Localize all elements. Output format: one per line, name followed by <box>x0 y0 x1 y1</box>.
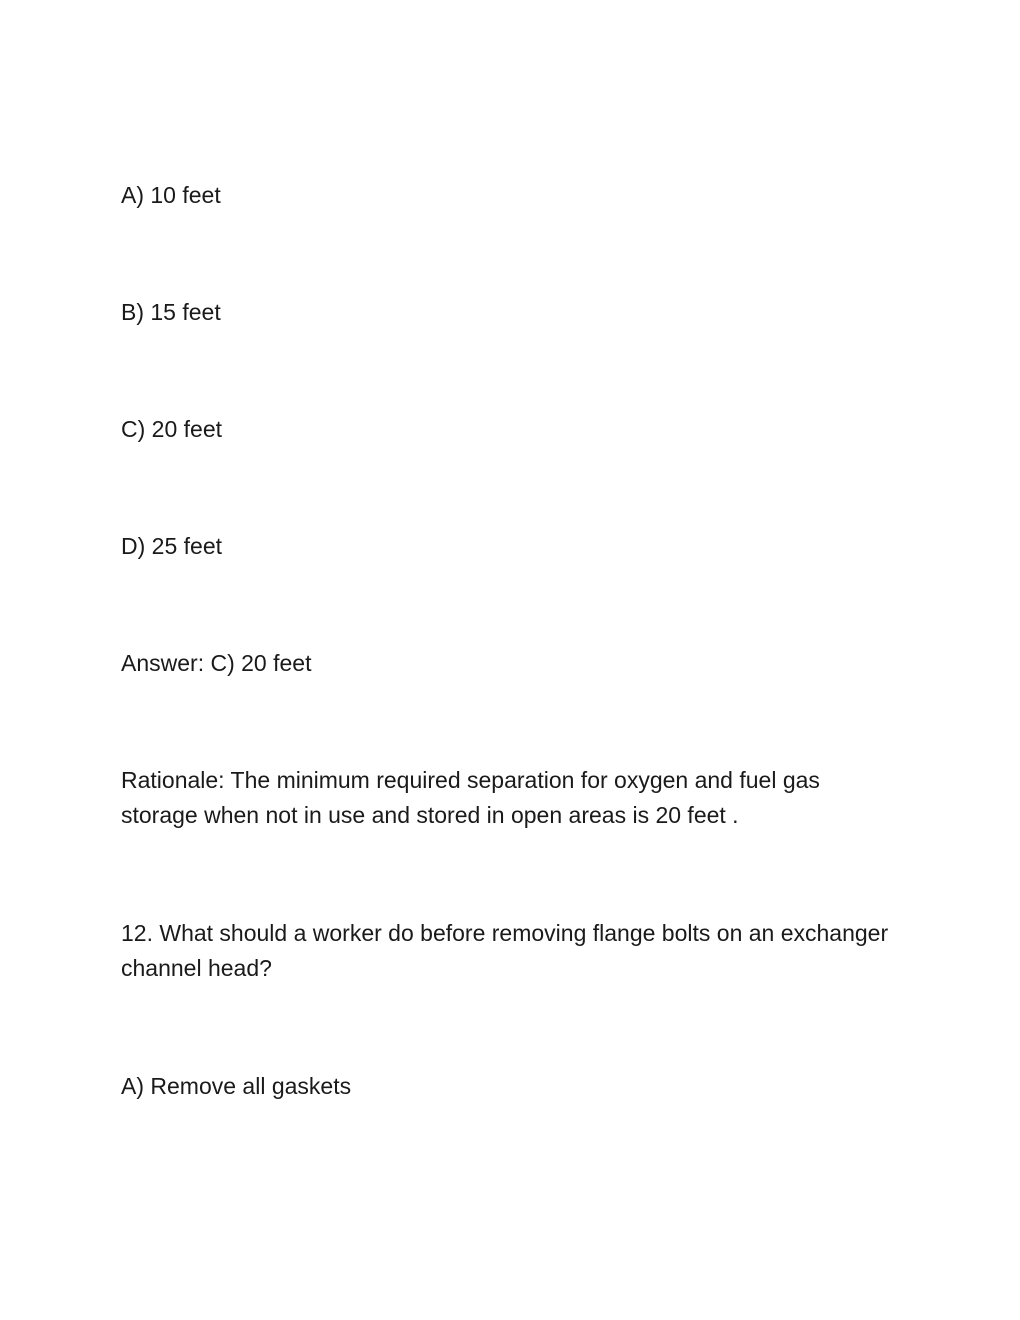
question-12-option-a: A) Remove all gaskets <box>121 1073 352 1099</box>
option-b: B) 15 feet <box>121 299 221 325</box>
rationale-text: Rationale: The minimum required separation for oxygen and fuel gas storage when not in use and stored in open areas is 20 feet . <box>121 767 820 828</box>
option-d: D) 25 feet <box>121 533 222 559</box>
option-a: A) 10 feet <box>121 182 221 208</box>
answer-text: Answer: C) 20 feet <box>121 650 312 676</box>
option-c: C) 20 feet <box>121 416 222 442</box>
question-12: 12. What should a worker do before removing flange bolts on an exchanger channel head? <box>121 920 889 981</box>
